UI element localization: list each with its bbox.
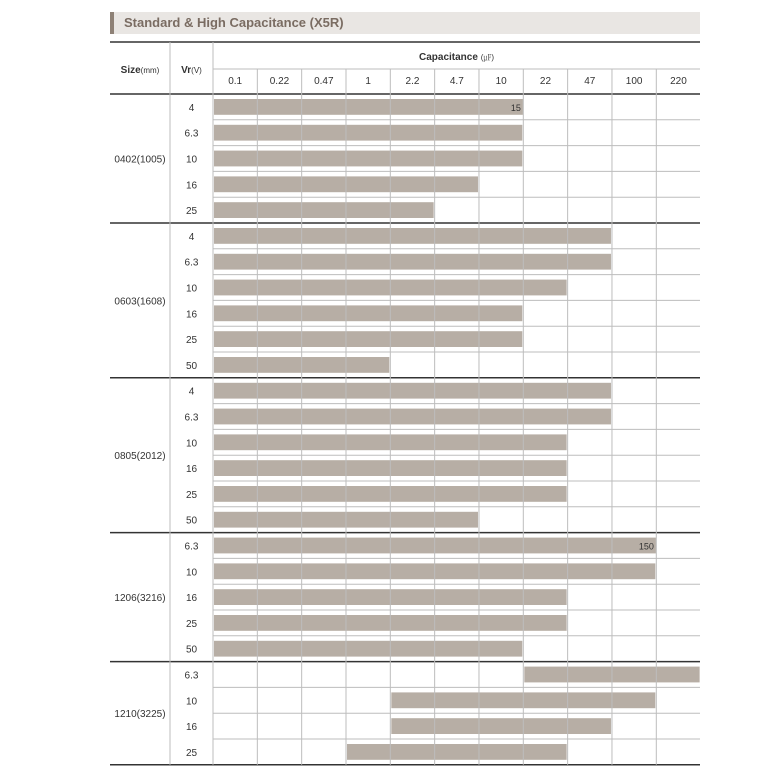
vr-cell-label: 10: [185, 283, 198, 295]
capacitance-header: Capacitance (㎌): [418, 52, 495, 63]
vr-cell-label: 10: [185, 154, 198, 166]
x-tick-label: 0.1: [228, 76, 243, 87]
capacitance-range-bar: [214, 228, 611, 244]
capacitance-range-bar: [214, 125, 522, 141]
x-tick-label: 47: [584, 76, 596, 87]
capacitance-range-bar: [214, 305, 522, 321]
vr-cell-label: 10: [185, 438, 198, 450]
vr-cell-label: 6.3: [184, 670, 199, 682]
x-tick-label: 0.22: [269, 76, 290, 87]
vr-cell-label: 50: [185, 644, 198, 656]
vr-cell-label: 6.3: [184, 412, 199, 424]
vr-cell-label: 6.3: [184, 257, 199, 269]
vr-cell-label: 10: [185, 696, 198, 708]
x-tick-label: 10: [495, 76, 507, 87]
x-tick-label: 100: [625, 76, 643, 87]
bar-value-label: 150: [638, 541, 654, 552]
vr-cell-label: 16: [185, 593, 198, 605]
section-title: Standard & High Capacitance (X5R): [124, 15, 344, 30]
capacitance-range-bar: [214, 202, 434, 218]
size-group-label: 0402(1005): [114, 154, 166, 166]
vr-cell-label: 25: [185, 747, 198, 759]
capacitance-range-bar: [214, 641, 522, 657]
x-tick-label: 0.47: [314, 76, 334, 87]
x-tick-label: 22: [539, 76, 552, 87]
vr-cell-label: 16: [185, 309, 198, 321]
size-group-label: 1210(3225): [114, 709, 166, 721]
x-tick-label: 1: [365, 76, 371, 87]
size-header: Size(mm): [120, 65, 160, 76]
vr-cell-label: 6.3: [184, 541, 199, 553]
vr-cell-label: 4: [188, 231, 195, 243]
capacitance-range-bar: [214, 409, 611, 425]
vr-cell-label: 25: [185, 335, 198, 347]
capacitance-range-bar: [214, 99, 523, 115]
size-group-label: 0805(2012): [114, 451, 166, 463]
vr-cell-label: 4: [188, 386, 195, 398]
capacitance-range-bar: [391, 718, 611, 734]
vr-cell-label: 25: [185, 618, 198, 630]
vr-cell-label: 25: [185, 206, 198, 218]
vr-cell-label: 16: [185, 722, 198, 734]
vr-cell-label: 16: [185, 180, 198, 192]
vr-cell-label: 10: [185, 567, 198, 579]
capacitance-range-bar: [214, 151, 522, 167]
vr-cell-label: 50: [185, 515, 198, 527]
vr-cell-label: 16: [185, 464, 198, 476]
capacitance-range-bar: [214, 383, 611, 399]
vr-cell-label: 4: [188, 102, 195, 114]
x-tick-label: 4.7: [449, 76, 464, 87]
capacitance-range-bar: [214, 254, 611, 270]
vr-header: Vr(V): [181, 65, 202, 76]
size-group-label: 0603(1608): [114, 296, 166, 308]
capacitance-range-bar: [347, 744, 567, 760]
x-tick-label: 2.2: [405, 76, 420, 87]
capacitance-range-bar: [214, 331, 522, 347]
vr-cell-label: 25: [185, 489, 198, 501]
size-group-label: 1206(3216): [114, 593, 166, 605]
vr-cell-label: 6.3: [184, 128, 199, 140]
x-tick-label: 220: [670, 76, 687, 87]
bar-value-label: 15: [510, 102, 521, 113]
vr-cell-label: 50: [185, 360, 198, 372]
